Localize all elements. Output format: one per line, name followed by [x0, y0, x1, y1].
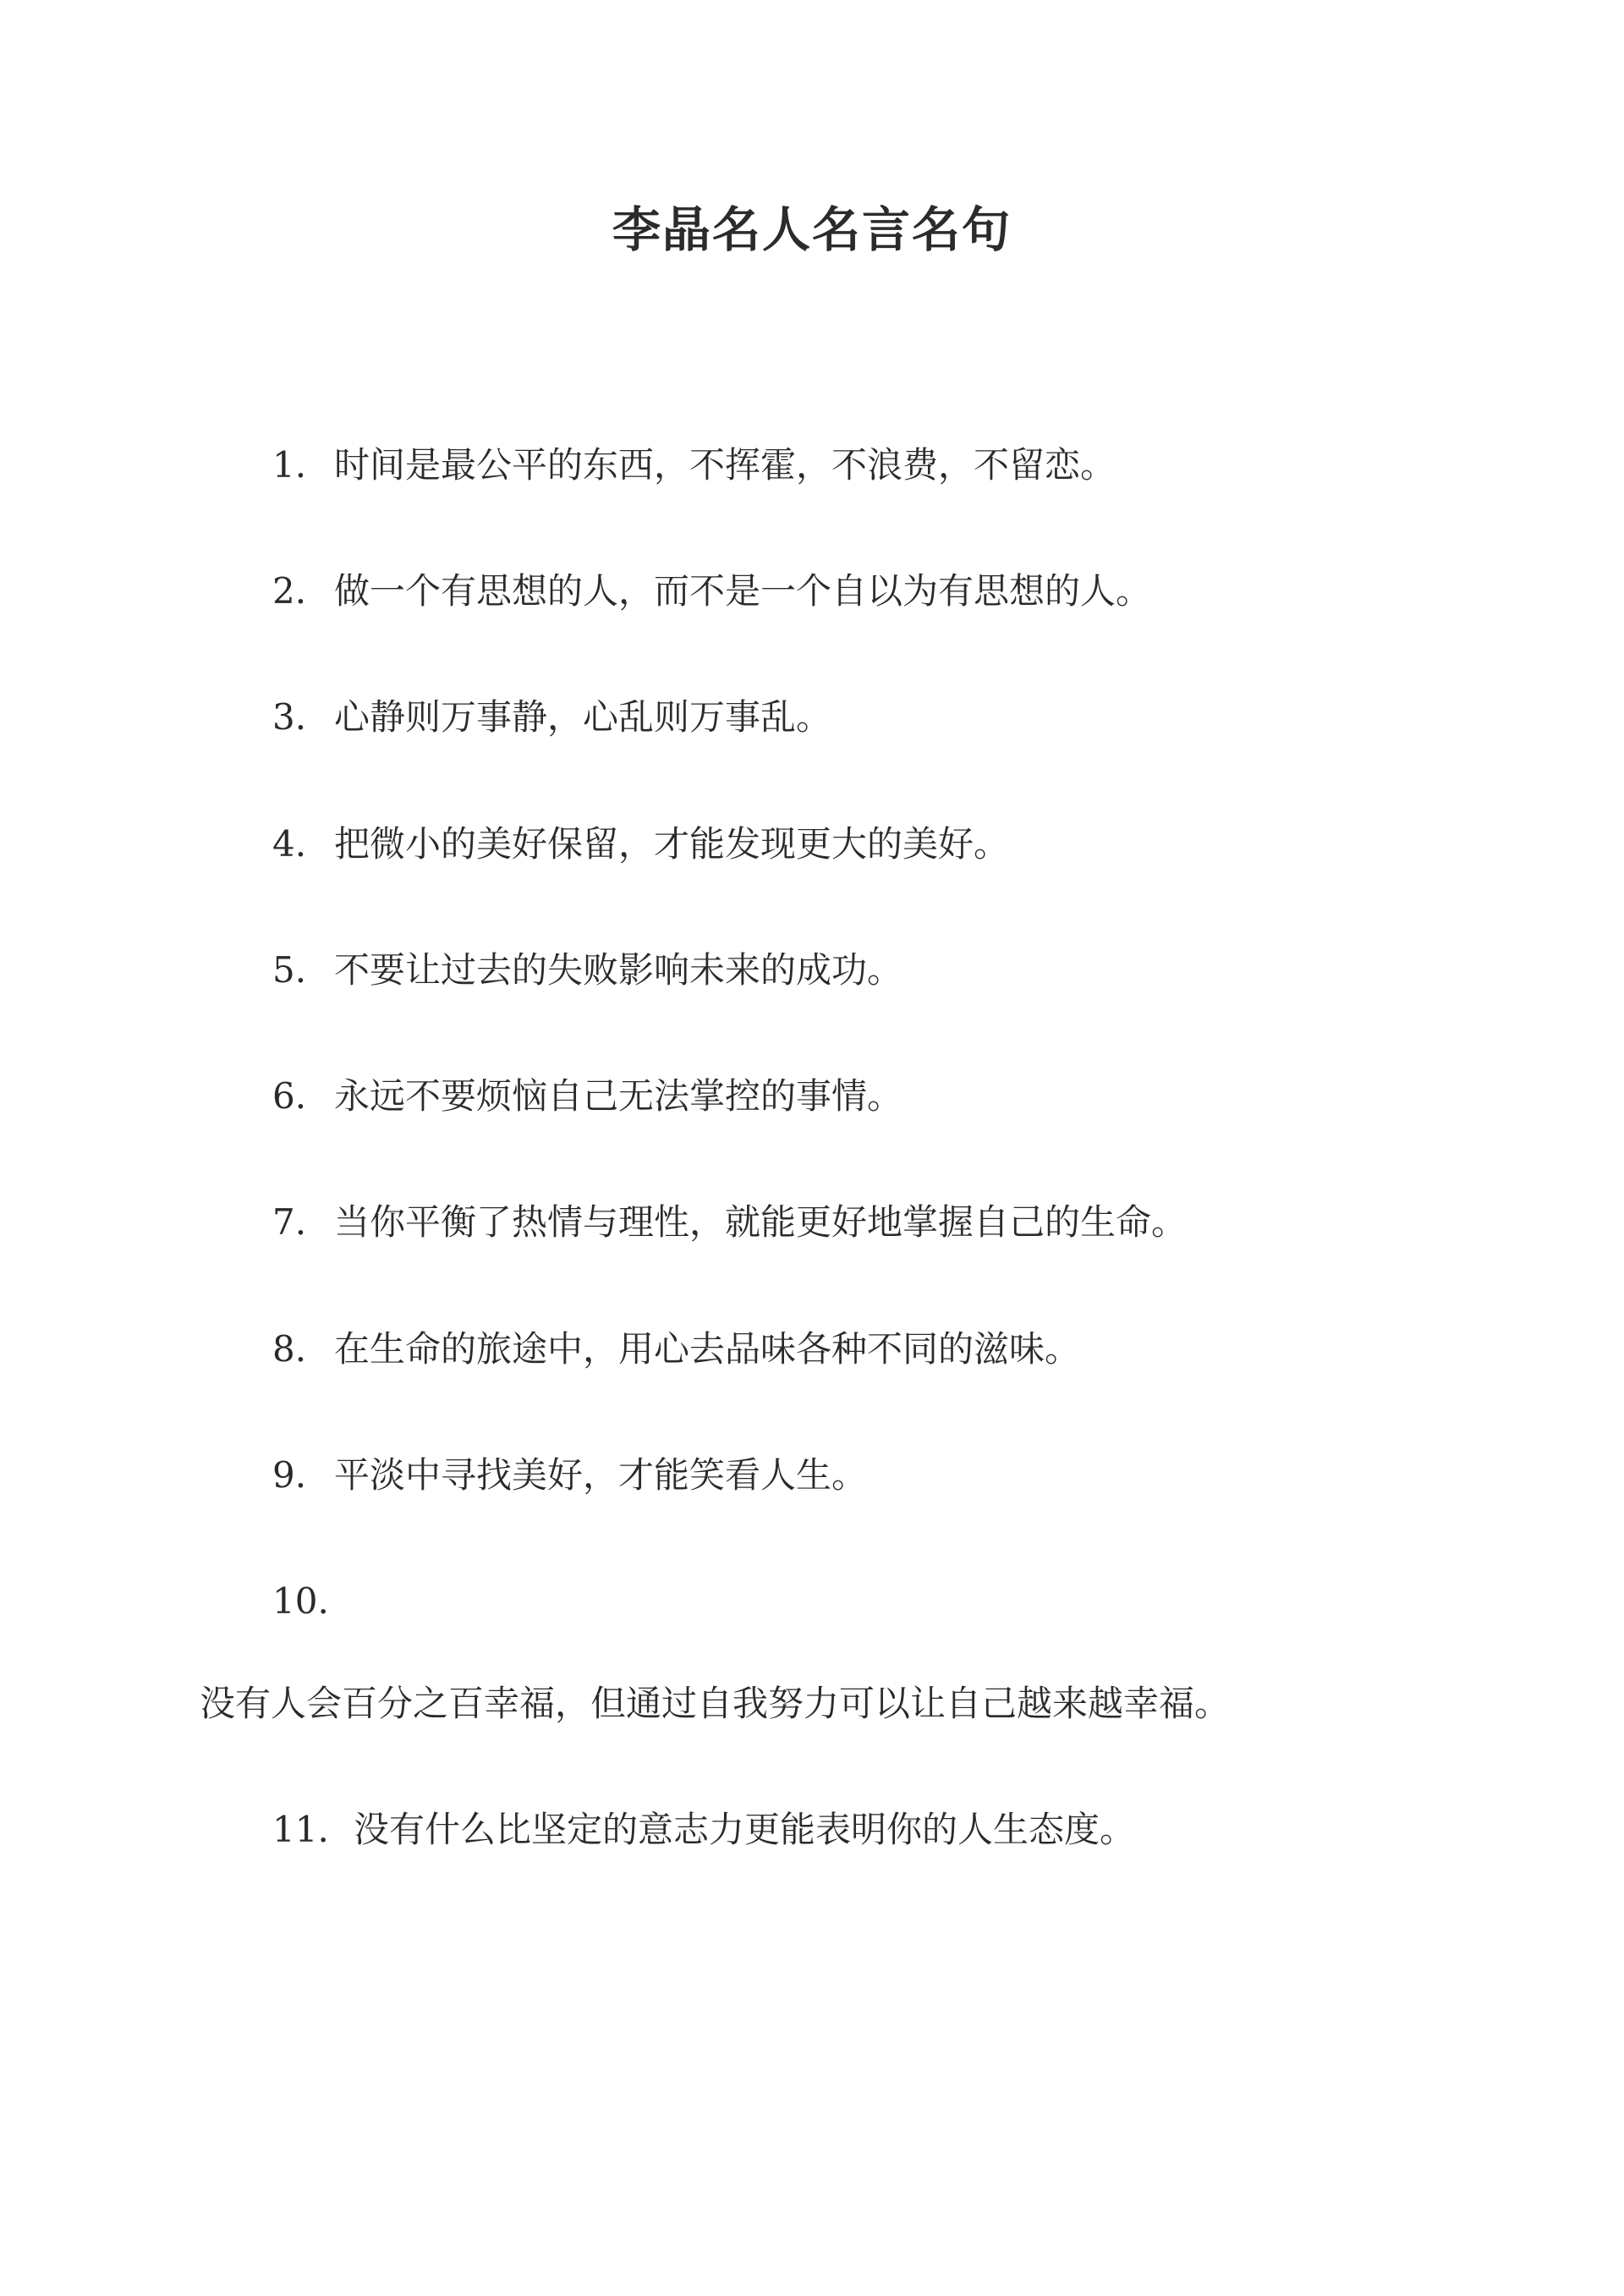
quote-text: 不要让过去的失败影响未来的成功。	[334, 949, 903, 991]
quote-number: 8.	[272, 1328, 307, 1370]
quote-number: 4.	[272, 823, 307, 865]
quote-number: 2.	[272, 570, 307, 612]
quote-number: 7.	[272, 1201, 307, 1243]
quote-text: 做一个有思想的人，而不是一个自以为有思想的人。	[334, 570, 1152, 612]
quote-text: 时间是最公平的东西，不挥霍，不浪费，不留恋。	[334, 444, 1116, 486]
quote-text: 永远不要烦恼自己无法掌控的事情。	[334, 1075, 903, 1117]
quote-number: 11.	[272, 1809, 329, 1850]
quote-text: 没有什么比坚定的意志力更能表明你的人生态度。	[354, 1809, 1136, 1850]
quote-number: 3.	[272, 696, 307, 738]
quote-text: 把微小的美好保留，才能发现更大的美好。	[334, 823, 1010, 865]
quote-number: 6.	[272, 1075, 307, 1117]
quote-text: 当你平衡了热情与理性，就能更好地掌握自己的生命。	[334, 1201, 1188, 1243]
quote-text: 心静则万事静，心乱则万事乱。	[334, 696, 832, 738]
quote-number: 10.	[272, 1580, 329, 1622]
quote-number: 1.	[272, 444, 307, 486]
quote-number: 5.	[272, 949, 307, 991]
quote-text: 平淡中寻找美好，才能笑看人生。	[334, 1454, 868, 1496]
quote-text: 在生命的旅途中，用心去品味各种不同的滋味。	[334, 1328, 1081, 1370]
document-title: 李晶名人名言名句	[612, 201, 1012, 258]
quote-number: 9.	[272, 1454, 307, 1496]
quote-text: 没有人会百分之百幸福，但通过自我努力可以让自己越来越幸福。	[200, 1683, 1231, 1724]
